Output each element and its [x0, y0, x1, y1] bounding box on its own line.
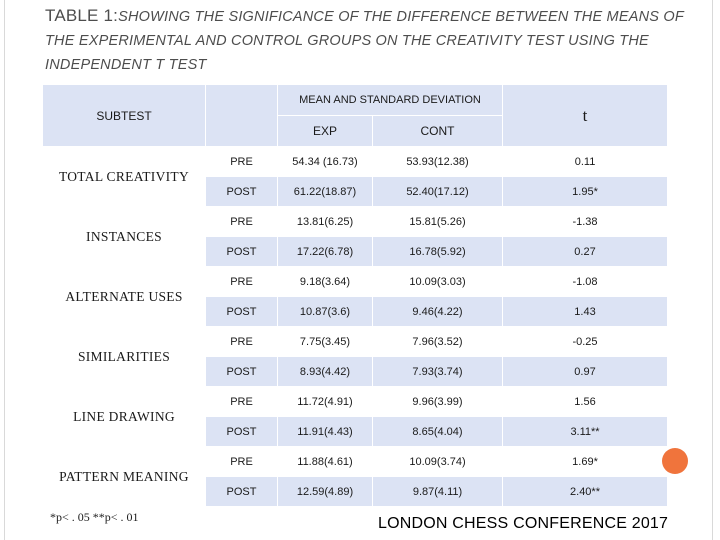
cell-t: 2.40** [503, 477, 668, 507]
cell-cont: 53.93(12.38) [373, 147, 503, 177]
cell-exp: 9.18(3.64) [278, 267, 373, 297]
cell-cont: 7.96(3.52) [373, 327, 503, 357]
table-row [43, 267, 668, 297]
cell-exp: 61.22(18.87) [278, 177, 373, 207]
cell-phase: POST [206, 237, 278, 267]
cell-exp: 54.34 (16.73) [278, 147, 373, 177]
cell-t: -0.25 [503, 327, 668, 357]
cell-phase: PRE [206, 387, 278, 417]
subtest-label: SIMILARITIES [43, 327, 206, 387]
cell-t: 1.56 [503, 387, 668, 417]
cell-phase: PRE [206, 447, 278, 477]
right-frame-line [712, 0, 713, 540]
cell-t: -1.08 [503, 267, 668, 297]
cell-t: 0.97 [503, 357, 668, 387]
subtest-label: INSTANCES [43, 207, 206, 267]
cell-t: 1.43 [503, 297, 668, 327]
header-phase-blank [206, 85, 278, 147]
cell-t: -1.38 [503, 207, 668, 237]
header-subtest: SUBTEST [43, 85, 206, 147]
cell-cont: 10.09(3.74) [373, 447, 503, 477]
cell-t: 0.27 [503, 237, 668, 267]
cell-phase: POST [206, 417, 278, 447]
significance-footnote: *p< . 05 **p< . 01 [50, 510, 139, 524]
cell-exp: 11.72(4.91) [278, 387, 373, 417]
cell-exp: 11.88(4.61) [278, 447, 373, 477]
table-row [43, 327, 668, 357]
subtest-label: TOTAL CREATIVITY [43, 147, 206, 207]
subtest-label: ALTERNATE USES [43, 267, 206, 327]
cell-exp: 11.91(4.43) [278, 417, 373, 447]
table-row [43, 387, 668, 417]
cell-t: 3.11** [503, 417, 668, 447]
cell-phase: PRE [206, 147, 278, 177]
cell-t: 0.11 [503, 147, 668, 177]
cell-cont: 9.96(3.99) [373, 387, 503, 417]
cell-exp: 10.87(3.6) [278, 297, 373, 327]
slide-title [45, 4, 705, 77]
header-t: t [503, 85, 668, 147]
conference-label: LONDON CHESS CONFERENCE 2017 [378, 515, 669, 532]
cell-exp: 13.81(6.25) [278, 207, 373, 237]
cell-cont: 16.78(5.92) [373, 237, 503, 267]
subtest-label: LINE DRAWING [43, 387, 206, 447]
header-mean-sd: MEAN AND STANDARD DEVIATION [278, 85, 503, 116]
title-lead: TABLE 1: [45, 6, 119, 25]
cell-cont: 15.81(5.26) [373, 207, 503, 237]
header-cont: CONT [373, 116, 503, 147]
table-row [43, 447, 668, 477]
cell-cont: 9.87(4.11) [373, 477, 503, 507]
cell-cont: 52.40(17.12) [373, 177, 503, 207]
accent-dot [662, 448, 688, 474]
cell-t: 1.69* [503, 447, 668, 477]
cell-cont: 7.93(3.74) [373, 357, 503, 387]
cell-cont: 10.09(3.03) [373, 267, 503, 297]
cell-phase: POST [206, 477, 278, 507]
cell-exp: 7.75(3.45) [278, 327, 373, 357]
cell-phase: PRE [206, 327, 278, 357]
cell-phase: POST [206, 297, 278, 327]
table-row [43, 147, 668, 177]
subtest-label: PATTERN MEANING [43, 447, 206, 507]
cell-exp: 12.59(4.89) [278, 477, 373, 507]
cell-phase: POST [206, 357, 278, 387]
header-exp: EXP [278, 116, 373, 147]
cell-exp: 17.22(6.78) [278, 237, 373, 267]
cell-cont: 9.46(4.22) [373, 297, 503, 327]
table-row [43, 207, 668, 237]
cell-t: 1.95* [503, 177, 668, 207]
cell-phase: PRE [206, 207, 278, 237]
left-frame-line [4, 0, 5, 540]
cell-phase: POST [206, 177, 278, 207]
title-text: SHOWING THE SIGNIFICANCE OF THE DIFFERENCE BETWEEN THE MEANS OF THE EXPERIMENTAL AND CONTROL GROUPS ON THE CREATIVITY TEST USING THE INDEPENDENT T TEST [45, 9, 684, 73]
results-table [42, 84, 668, 507]
cell-phase: PRE [206, 267, 278, 297]
cell-cont: 8.65(4.04) [373, 417, 503, 447]
cell-exp: 8.93(4.42) [278, 357, 373, 387]
